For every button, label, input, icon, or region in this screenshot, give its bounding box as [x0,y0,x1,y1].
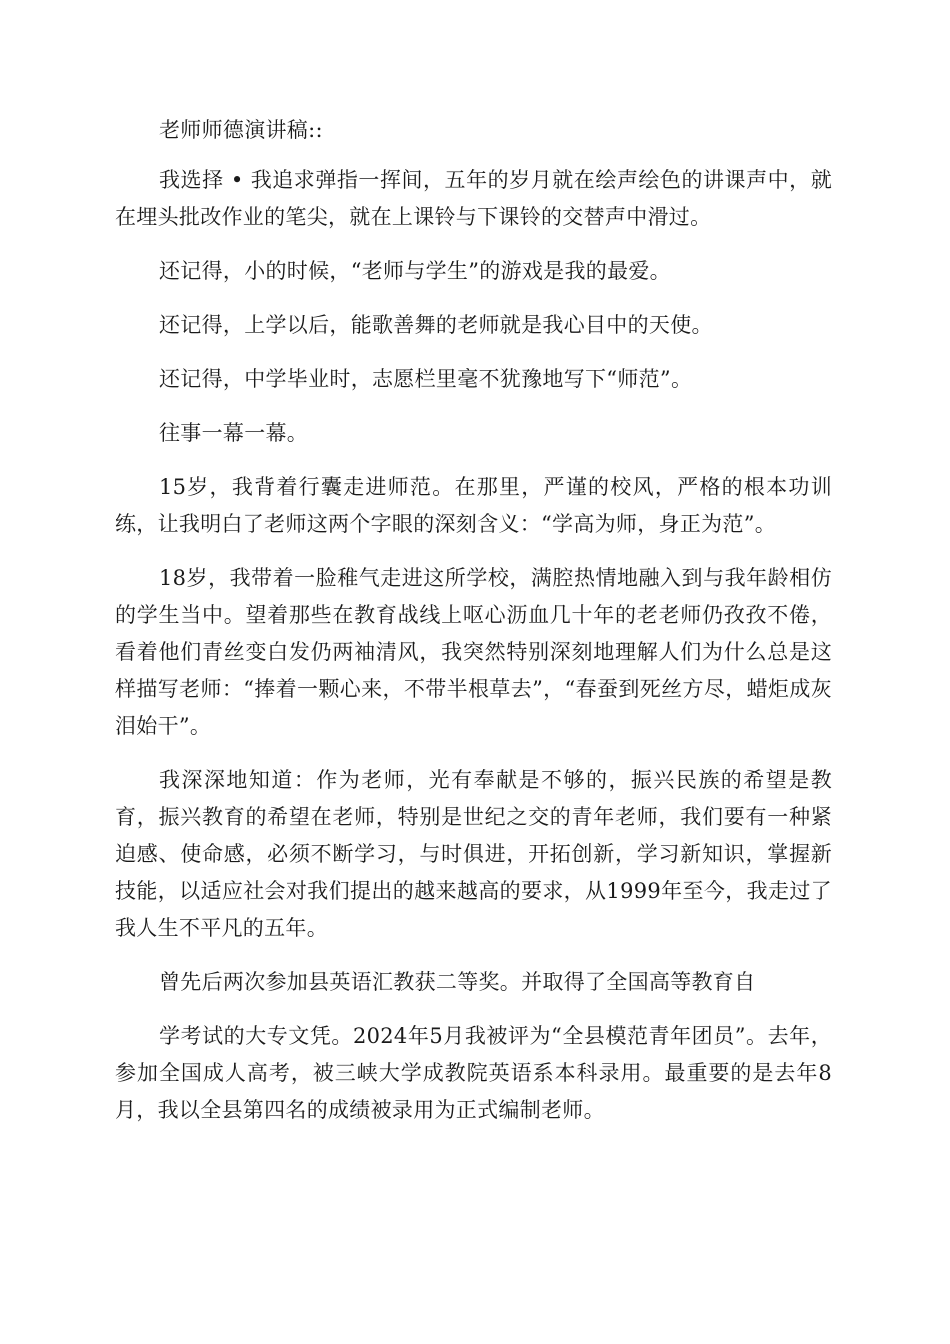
paragraph-6: 15岁，我背着行囊走进师范。在那里，严谨的校风，严格的根本功训练，让我明白了老师这两个字眼的深刻含义：“学高为师，身正为范”。 [115,475,832,536]
paragraph-1: 我选择 • 我追求弹指一挥间，五年的岁月就在绘声绘色的讲课声中，就在埋头批改作业的笔尖，就在上课铃与下课铃的交替声中滑过。 [115,168,832,229]
document-title: 老师师德演讲稿:: [159,118,323,142]
paragraph-8: 我深深地知道：作为老师，光有奉献是不够的，振兴民族的希望是教育，振兴教育的希望在老师，特别是世纪之交的青年老师，我们要有一种紧迫感、使命感，必须不断学习，与时俱进，开拓创新，学习新知识，掌握新技能，以适应社会对我们提出的越来越高的要求，从1999年至今，我走过了我人生不平凡的五年。 [115,768,832,940]
paragraph-7: 18岁，我带着一脸稚气走进这所学校，满腔热情地融入到与我年龄相仿的学生当中。望着那些在教育战线上呕心沥血几十年的老老师仍孜孜不倦，看着他们青丝变白发仍两袖清风，我突然特别深刻地理解人们为什么总是这样描写老师：“捧着一颗心来，不带半根草去”，“春蚕到死丝方尽，蜡炬成灰泪始干”。 [115,566,832,738]
paragraph-2: 还记得，小的时候，“老师与学生”的游戏是我的最爱。 [159,259,671,283]
paragraph-9: 曾先后两次参加县英语汇教获二等奖。并取得了全国高等教育自 [159,970,756,994]
document-body [115,112,832,1146]
paragraph-3: 还记得，上学以后，能歌善舞的老师就是我心目中的天使。 [159,313,713,337]
paragraph-5: 往事一幕一幕。 [159,421,309,445]
paragraph-10: 学考试的大专文凭。2024年5月我被评为“全县模范青年团员”。去年，参加全国成人高考，被三峡大学成教院英语系本科录用。最重要的是去年8月，我以全县第四名的成绩被录用为正式编制老师。 [115,1024,832,1122]
paragraph-4: 还记得，中学毕业时，志愿栏里毫不犹豫地写下“师范”。 [159,367,693,391]
